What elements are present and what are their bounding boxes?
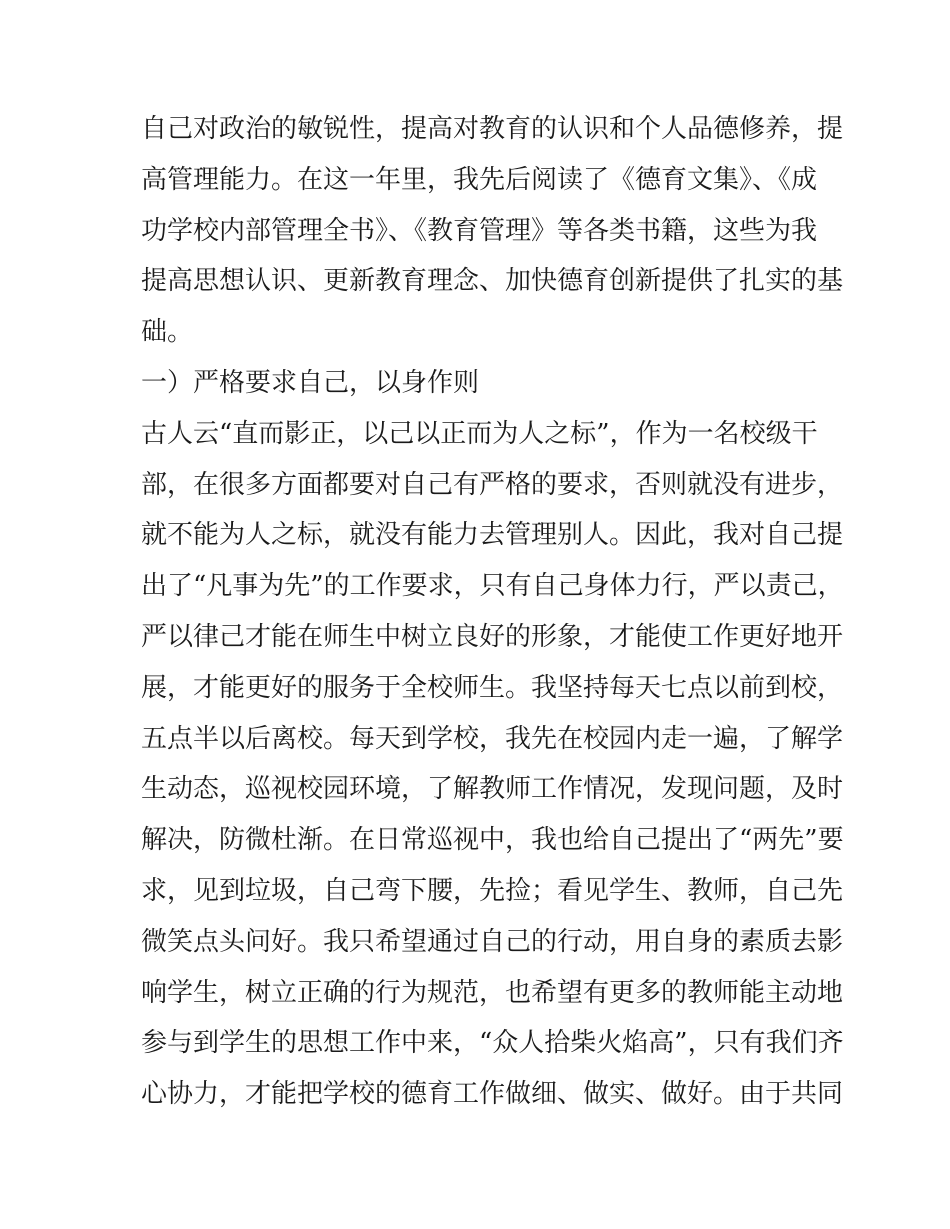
text-line: 响学生，树立正确的行为规范，也希望有更多的教师能主动地 (141, 977, 844, 1008)
text-line: 五点半以后离校。每天到学校，我先在校园内走一遍，了解学 (141, 723, 844, 754)
text-line: 求，见到垃圾，自己弯下腰，先捡；看见学生、教师，自己先 (141, 875, 844, 906)
text-line: 自己对政治的敏锐性，提高对教育的认识和个人品德修养，提 (141, 114, 844, 144)
text-line: 展，才能更好的服务于全校师生。我坚持每天七点以前到校， (141, 672, 844, 703)
text-line: 生动态，巡视校园环境，了解教师工作情况，发现问题，及时 (141, 774, 844, 805)
text-line: 高管理能力。在这一年里，我先后阅读了《德育文集》、《成 (141, 164, 818, 195)
text-line: 就不能为人之标，就没有能力去管理别人。因此，我对自己提 (141, 520, 844, 551)
text-line: 出了“凡事为先”的工作要求，只有自己身体力行，严以责己， (141, 571, 844, 602)
text-line: 参与到学生的思想工作中来，“众人拾柴火焰高”，只有我们齐 (141, 1028, 844, 1059)
text-line: 提高思想认识、更新教育理念、加快德育创新提供了扎实的基 (141, 266, 844, 297)
text-line: 解决，防微杜渐。在日常巡视中，我也给自己提出了“两先”要 (141, 825, 844, 856)
text-line: 功学校内部管理全书》、《教育管理》等各类书籍，这些为我 (141, 215, 818, 246)
body-text (141, 104, 844, 1120)
text-line: 部，在很多方面都要对自己有严格的要求，否则就没有进步， (141, 469, 844, 500)
text-line: 严以律己才能在师生中树立良好的形象，才能使工作更好地开 (141, 621, 844, 652)
text-line: 础。 (141, 317, 194, 348)
text-line: 微笑点头问好。我只希望通过自己的行动，用自身的素质去影 (141, 926, 844, 957)
text-line: 古人云“直而影正，以己以正而为人之标”，作为一名校级干 (141, 418, 818, 449)
text-line: 心协力，才能把学校的德育工作做细、做实、做好。由于共同 (141, 1079, 844, 1110)
section-heading: 一）严格要求自己，以身作则 (141, 367, 480, 398)
